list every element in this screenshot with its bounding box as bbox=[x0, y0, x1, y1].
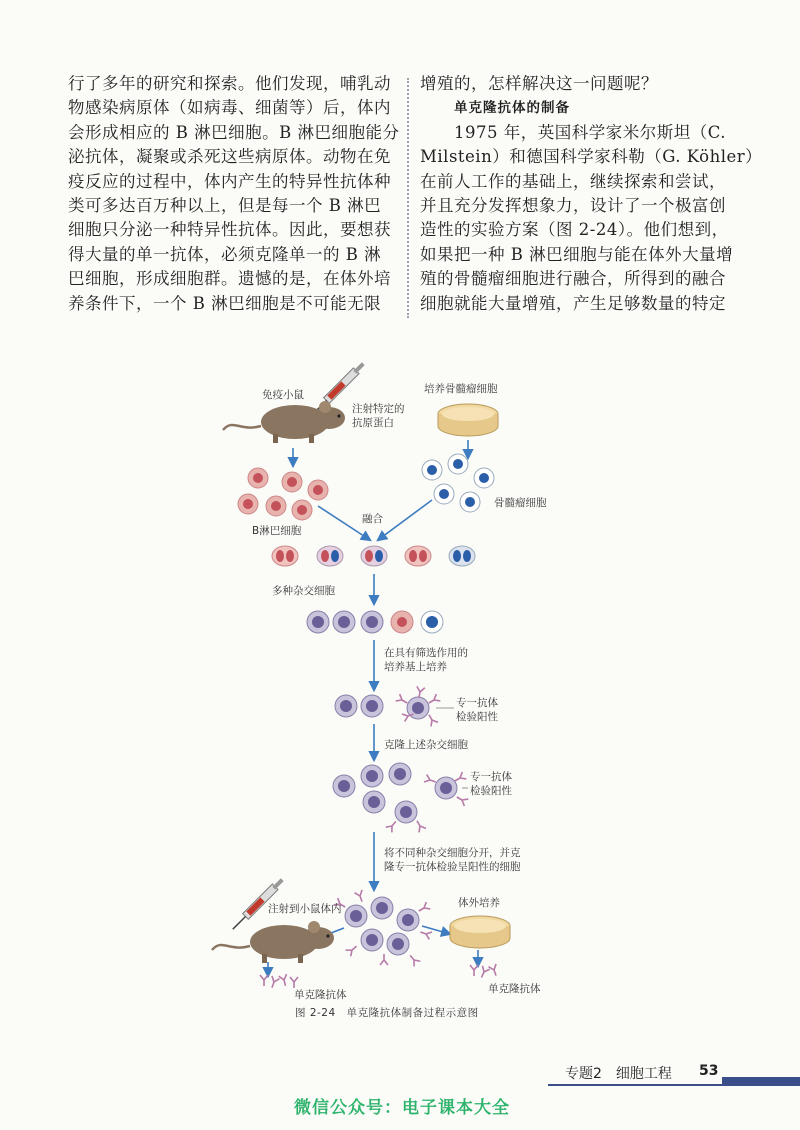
text-line: 并且充分发挥想象力，设计了一个极富创 bbox=[420, 196, 726, 216]
culture-myeloma-label: 培养骨髓瘤细胞 bbox=[424, 383, 498, 395]
b-cell-cluster bbox=[238, 468, 328, 520]
immune-mouse-label: 免疫小鼠 bbox=[262, 389, 304, 401]
b-cell-label: B淋巴细胞 bbox=[252, 525, 302, 537]
arrow bbox=[378, 500, 432, 540]
text-line: 在前人工作的基础上，继续探索和尝试， bbox=[420, 171, 726, 191]
footer-bar bbox=[722, 1077, 800, 1086]
selective-medium-label: 在具有筛选作用的 bbox=[384, 647, 468, 659]
text-line: 类可多达百万种以上，但是每一个 B 淋巴 bbox=[68, 196, 382, 216]
page-number: 53 bbox=[699, 1063, 719, 1079]
text-line: 造性的实验方案（图 2-24）。他们想到， bbox=[420, 220, 729, 240]
cloned-cell-cluster bbox=[333, 763, 457, 823]
text-line: 疫反应的过程中，体内产生的特异性抗体种 bbox=[68, 171, 391, 191]
inject-antigen-label: 注射特定的 bbox=[352, 403, 405, 415]
antibody-positive-label: 专一抗体 bbox=[470, 771, 512, 783]
monoclonal-antibody-label: 单克隆抗体 bbox=[488, 983, 541, 995]
text-line: 物感染病原体（如病毒、细菌等）后，体内 bbox=[68, 98, 391, 118]
selective-medium-label: 培养基上培养 bbox=[384, 661, 447, 673]
inject-mouse-label: 注射到小鼠体内 bbox=[268, 903, 342, 915]
text-line: 行了多年的研究和探索。他们发现，哺乳动 bbox=[68, 74, 391, 93]
hybrid-cell-row bbox=[307, 611, 443, 633]
text-line: 如果把一种 B 淋巴细胞与能在体外大量增 bbox=[420, 244, 734, 264]
antibody-group bbox=[260, 964, 500, 989]
mouse-icon bbox=[223, 401, 345, 443]
antibody-positive-label: 检验阳性 bbox=[470, 785, 512, 797]
text-line: 增殖的，怎样解决这一问题呢？ bbox=[420, 74, 658, 93]
clone-hybrid-label: 克隆上述杂交细胞 bbox=[384, 739, 468, 751]
arrow bbox=[422, 926, 450, 934]
text-line: 细胞就能大量增殖，产生足够数量的特定 bbox=[420, 293, 726, 313]
in-vitro-label: 体外培养 bbox=[458, 897, 500, 909]
monoclonal-antibody-label: 单克隆抗体 bbox=[294, 989, 347, 1001]
separate-clone-label: 隆专一抗体检验呈阳性的细胞 bbox=[384, 861, 521, 873]
myeloma-cell-label: 骨髓瘤细胞 bbox=[494, 497, 547, 509]
text-line: 1975 年，英国科学家米尔斯坦（C. bbox=[420, 122, 727, 142]
antibody-positive-label: 检验阳性 bbox=[456, 711, 498, 723]
text-line: 会形成相应的 B 淋巴细胞。B 淋巴细胞能分 bbox=[68, 122, 400, 142]
petri-dish-icon bbox=[438, 404, 498, 436]
fused-cell-row bbox=[272, 546, 475, 566]
text-line: 养条件下，一个 B 淋巴细胞是不可能无限 bbox=[68, 293, 382, 313]
mouse-icon bbox=[212, 921, 334, 963]
wechat-watermark: 微信公众号：电子课本大全 bbox=[294, 1098, 510, 1118]
section-title: 单克隆抗体的制备 bbox=[454, 100, 570, 117]
petri-dish-icon bbox=[450, 916, 510, 948]
text-line: Milstein）和德国科学家科勒（G. Köhler） bbox=[420, 147, 763, 167]
separate-clone-label: 将不同种杂交细胞分开，并克 bbox=[384, 847, 521, 859]
text-line: 得大量的单一抗体，必须克隆单一的 B 淋 bbox=[68, 244, 382, 264]
inject-antigen-label: 抗原蛋白 bbox=[352, 417, 394, 429]
text-line: 殖的骨髓瘤细胞进行融合，所得到的融合 bbox=[420, 269, 726, 289]
figure-caption: 图 2-24 单克隆抗体制备过程示意图 bbox=[295, 1007, 479, 1019]
selected-cell-row bbox=[335, 695, 429, 719]
text-line: 巴细胞，形成细胞群。遗憾的是，在体外培 bbox=[68, 269, 391, 289]
text-line: 细胞只分泌一种特异性抗体。因此，要想获 bbox=[68, 220, 391, 240]
chapter-label: 专题2 细胞工程 bbox=[565, 1066, 672, 1082]
myeloma-cell-cluster bbox=[422, 454, 494, 512]
text-line: 泌抗体，凝聚或杀死这些病原体。动物在免 bbox=[68, 147, 391, 167]
antibody-positive-label: 专一抗体 bbox=[456, 697, 498, 709]
hybrid-cells-label: 多种杂交细胞 bbox=[272, 585, 335, 597]
fusion-label: 融合 bbox=[362, 513, 383, 525]
